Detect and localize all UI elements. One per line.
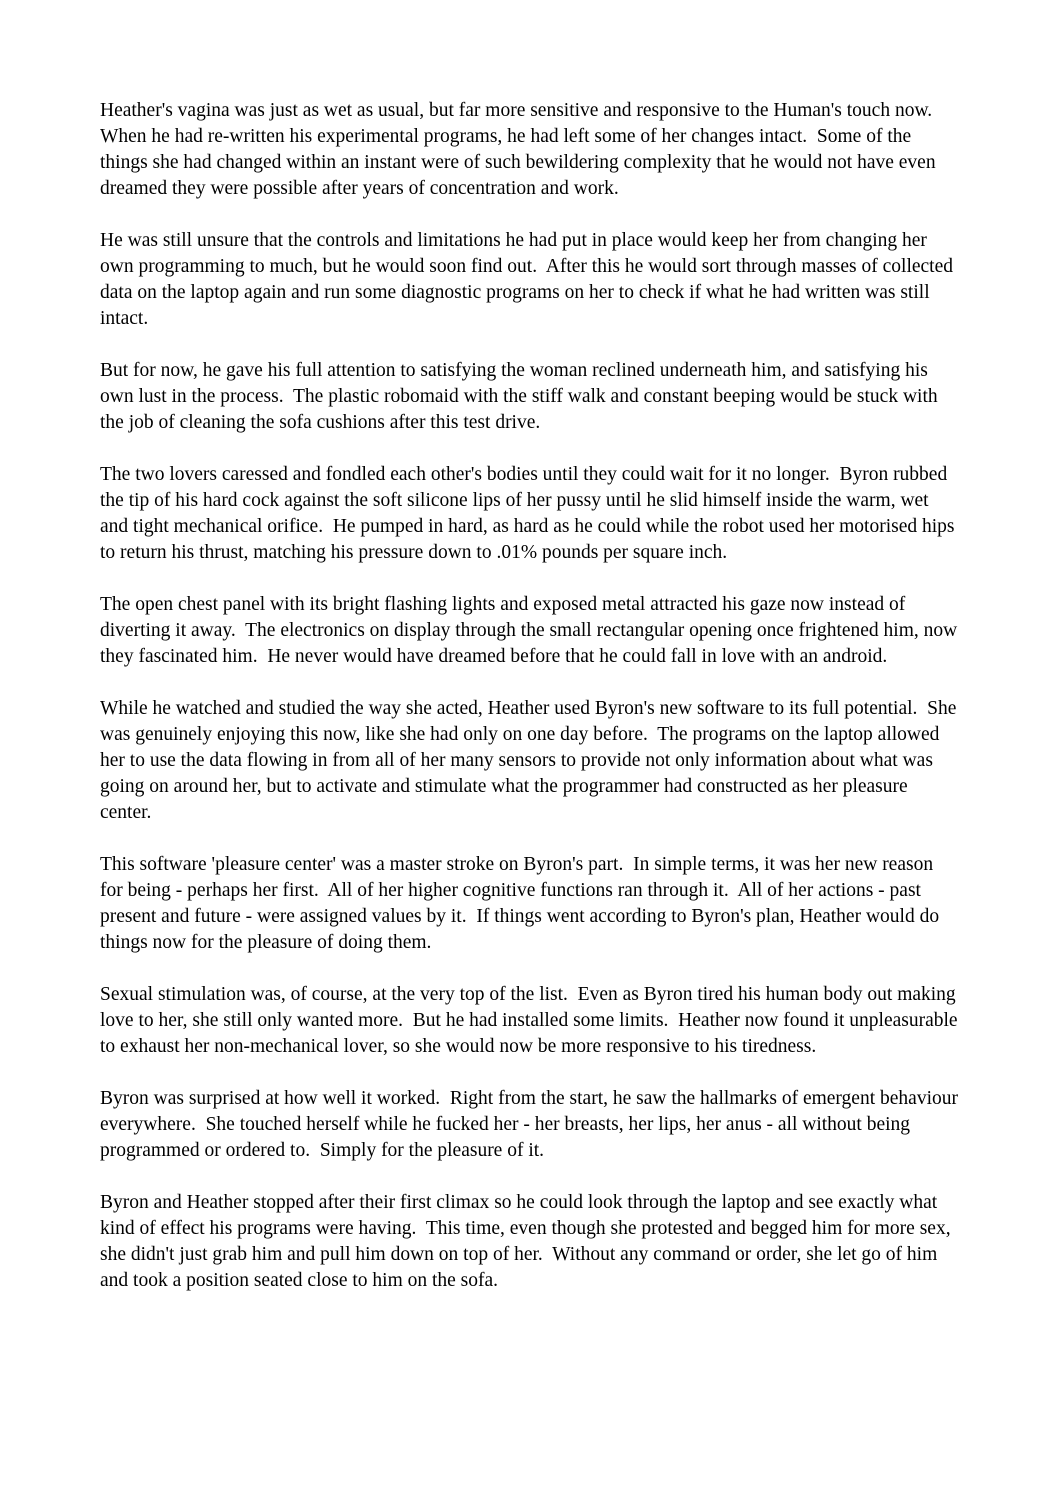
paragraph: While he watched and studied the way she acted, Heather used Byron's new software to its full potential. She was genuinely enjoying this now, like she had only on one day before. The programs on the laptop allowed her to use the data flowing in from all of her many sensors to provide not only information about what was going on around her, but to activate and stimulate what the programmer had constructed as her pleasure center. [100, 698, 962, 823]
paragraph: Heather's vagina was just as wet as usual, but far more sensitive and responsive to the Human's touch now. When he had re-written his experimental programs, he had left some of her changes intact. Some of the things she had changed within an instant were of such bewildering complexity that he would not have even dreamed they were possible after years of concentration and work. [100, 100, 942, 199]
paragraph: Sexual stimulation was, of course, at the very top of the list. Even as Byron tired his human body out making love to her, she still only wanted more. But he had installed some limits. Heather now found it unpleasurable to exhaust her non-mechanical lover, so she would now be more responsive to his tiredness. [100, 984, 963, 1057]
paragraph: The two lovers caressed and fondled each other's bodies until they could wait for it no longer. Byron rubbed the tip of his hard cock against the soft silicone lips of her pussy until he slid himself inside the warm, wet and tight mechanical orifice. He pumped in hard, as hard as he could while the robot used her motorised hips to return his thrust, matching his pressure down to .01% pounds per square inch. [100, 464, 960, 563]
paragraph: The open chest panel with its bright flashing lights and exposed metal attracted his gaze now instead of diverting it away. The electronics on display through the small rectangular opening once frightened him, now they fascinated him. He never would have dreamed before that he could fall in love with an android. [100, 594, 963, 667]
paragraph: He was still unsure that the controls and limitations he had put in place would keep her from changing her own programming to much, but he would soon find out. After this he would sort through masses of collected data on the laptop again and run some diagnostic programs on her to check if what he had written was still intact. [100, 230, 958, 329]
paragraph: Byron and Heather stopped after their first climax so he could look through the laptop and see exactly what kind of effect his programs were having. This time, even though she protested and begged him for more sex, she didn't just grab him and pull him down on top of her. Without any command or order, she let go of him and took a position seated close to him on the sofa. [100, 1192, 956, 1291]
paragraph: This software 'pleasure center' was a master stroke on Byron's part. In simple terms, it was her new reason for being - perhaps her first. All of her higher cognitive functions ran through it. All of her actions - past present and future - were assigned values by it. If things went according to Byron's plan, Heather would do things now for the pleasure of doing them. [100, 854, 944, 953]
paragraph: But for now, he gave his full attention to satisfying the woman reclined underneath him, and satisfying his own lust in the process. The plastic robomaid with the stiff walk and constant beeping would be stuck with the job of cleaning the sofa cushions after this test drive. [100, 360, 948, 433]
paragraph: Byron was surprised at how well it worked. Right from the start, he saw the hallmarks of emergent behaviour everywhere. She touched herself while he fucked her - her breasts, her lips, her anus - all without being programmed or ordered to. Simply for the pleasure of it. [100, 1088, 963, 1161]
